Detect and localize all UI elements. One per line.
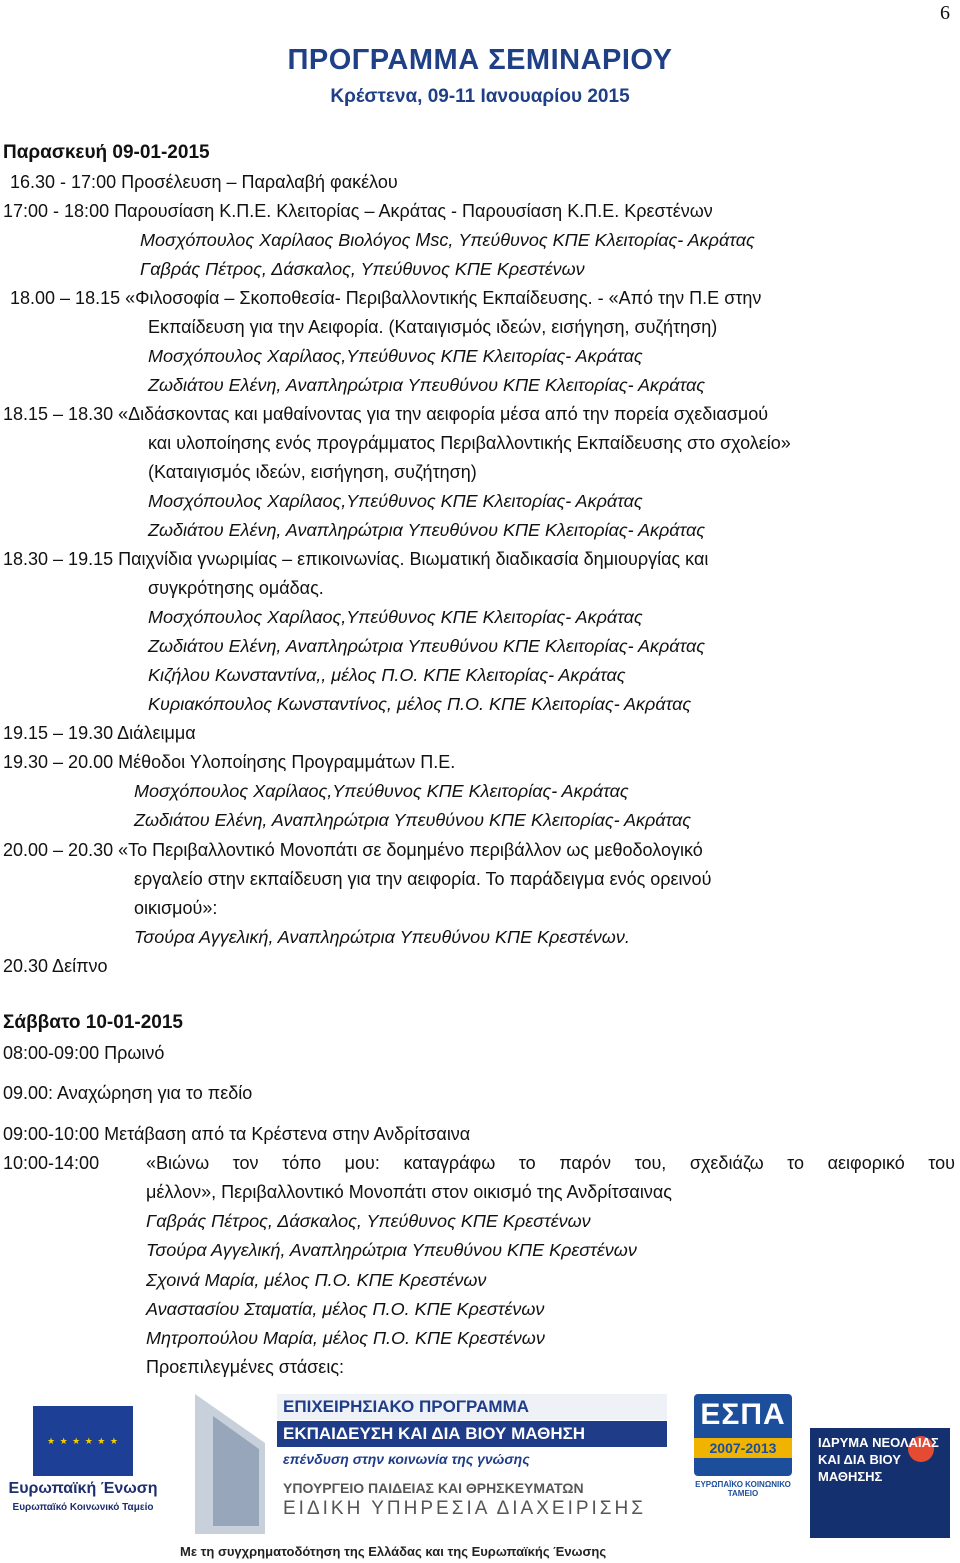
schedule-line: 20.00 – 20.30 «Το Περιβαλλοντικό Μονοπάτι σε δομημένο περιβάλλον ως μεθοδολογικό [3,840,703,860]
ep-line: ΥΠΟΥΡΓΕΙΟ ΠΑΙΔΕΙΑΣ ΚΑΙ ΘΡΗΣΚΕΥΜΑΤΩΝ [283,1480,584,1496]
eu-flag-icon [33,1406,133,1476]
ep-mark-icon [213,1416,259,1526]
schedule-time: 10:00-14:00 [3,1153,100,1173]
schedule-line: 16.30 - 17:00 Προσέλευση – Παραλαβή φακέλου [10,172,398,192]
presenter-line: Τσούρα Αγγελική, Αναπληρώτρια Υπευθύνου ΚΠΕ Κρεστένων. [134,927,630,947]
presenter-line: Σχοινά Μαρία, μέλος Π.Ο. ΚΠΕ Κρεστένων [146,1270,487,1290]
schedule-line: οικισμού»: [134,898,218,918]
schedule-line: 18.15 – 18.30 «Διδάσκοντας και μαθαίνοντας για την αειφορία μέσα από την πορεία σχεδιασμού [3,404,769,424]
espa-years: 2007-2013 [694,1438,792,1458]
presenter-line: Γαβράς Πέτρος, Δάσκαλος, Υπεύθυνος ΚΠΕ Κρεστένων [140,259,585,279]
presenter-line: Κιζήλου Κωνσταντίνα,, μέλος Π.Ο. ΚΠΕ Κλειτορίας- Ακράτας [148,665,626,685]
eu-fund: Ευρωπαϊκό Κοινωνικό Ταμείο [12,1502,154,1513]
ep-line: επένδυση στην κοινωνία της γνώσης [283,1451,530,1467]
schedule-line: Προεπιλεγμένες στάσεις: [146,1357,344,1377]
ep-line: ΕΙΔΙΚΗ ΥΠΗΡΕΣΙΑ ΔΙΑΧΕΙΡΙΣΗΣ [283,1498,647,1519]
schedule-line: «Βιώνω τον τόπο μου: καταγράφω το παρόν του, σχεδιάζω το αειφορικό του [146,1153,955,1173]
presenter-line: Μητροπούλου Μαρία, μέλος Π.Ο. ΚΠΕ Κρεστένων [146,1328,545,1348]
schedule-line: 20.30 Δείπνο [3,956,108,976]
schedule-line: και υλοποίησης ενός προγράμματος Περιβαλλοντικής Εκπαίδευσης στο σχολείο» [148,433,791,453]
presenter-line: Ζωδιάτου Ελένη, Αναπληρώτρια Υπευθύνου ΚΠΕ Κλειτορίας- Ακράτας [148,375,706,395]
schedule-line: (Καταιγισμός ιδεών, εισήγηση, συζήτηση) [148,462,477,482]
presenter-line: Μοσχόπουλος Χαρίλαος,Υπεύθυνος ΚΠΕ Κλειτορίας- Ακράτας [148,491,643,511]
presenter-line: Ζωδιάτου Ελένη, Αναπληρώτρια Υπευθύνου ΚΠΕ Κλειτορίας- Ακράτας [134,810,692,830]
ep-line: ΕΠΙΧΕΙΡΗΣΙΑΚΟ ΠΡΟΓΡΑΜΜΑ [277,1394,667,1420]
schedule-line: εργαλείο στην εκπαίδευση για την αειφορία. Το παράδειγμα ενός ορεινού [134,869,712,889]
presenter-line: Μοσχόπουλος Χαρίλαος Βιολόγος Msc, Υπεύθυνος ΚΠΕ Κλειτορίας- Ακράτας [140,230,755,250]
presenter-line: Κυριακόπουλος Κωνσταντίνος, μέλος Π.Ο. ΚΠΕ Κλειτορίας- Ακράτας [148,694,692,714]
schedule-line: 18.30 – 19.15 Παιχνίδια γνωριμίας – επικοινωνίας. Βιωματική διαδικασία δημιουργίας και [3,549,709,569]
schedule-line: 18.00 – 18.15 «Φιλοσοφία – Σκοποθεσία- Περιβαλλοντικής Εκπαίδευσης. - «Από την Π.Ε στην [10,288,762,308]
schedule-line: 09:00-10:00 Μετάβαση από τα Κρέστενα στην Ανδρίτσαινα [3,1124,471,1144]
presenter-line: Μοσχόπουλος Χαρίλαος,Υπεύθυνος ΚΠΕ Κλειτορίας- Ακράτας [148,607,643,627]
espa-logo [688,1394,798,1504]
schedule-line: συγκρότησης ομάδας. [148,578,324,598]
ep-education-logo [195,1394,670,1539]
presenter-line: Γαβράς Πέτρος, Δάσκαλος, Υπεύθυνος ΚΠΕ Κρεστένων [146,1211,591,1231]
schedule-line: 08:00-09:00 Πρωινό [3,1043,165,1063]
schedule-line: Εκπαίδευση για την Αειφορία. (Καταιγισμός ιδεών, εισήγηση, συζήτηση) [148,317,718,337]
document-title: ΠΡΟΓΡΑΜΜΑ ΣΕΜΙΝΑΡΙΟΥ [287,44,673,76]
presenter-line: Τσούρα Αγγελική, Αναπληρώτρια Υπευθύνου ΚΠΕ Κρεστένων [146,1240,637,1260]
document-subtitle: Κρέστενα, 09-11 Ιανουαρίου 2015 [330,86,630,107]
inedivim-logo [810,1428,950,1538]
friday-heading: Παρασκευή 09-01-2015 [3,142,210,163]
schedule-line: 17:00 - 18:00 Παρουσίαση Κ.Π.Ε. Κλειτορίας – Ακράτας - Παρουσίαση Κ.Π.Ε. Κρεστένων [3,201,713,221]
espa-fund: ΕΥΡΩΠΑΪΚΟ ΚΟΙΝΩΝΙΚΟ ΤΑΜΕΙΟ [695,1480,791,1498]
footer-logos [0,1388,960,1563]
ep-line: ΕΚΠΑΙΔΕΥΣΗ ΚΑΙ ΔΙΑ ΒΙΟΥ ΜΑΘΗΣΗ [277,1421,667,1447]
presenter-line: Μοσχόπουλος Χαρίλαος,Υπεύθυνος ΚΠΕ Κλειτορίας- Ακράτας [134,781,629,801]
presenter-line: Αναστασίου Σταματία, μέλος Π.Ο. ΚΠΕ Κρεστένων [146,1299,545,1319]
schedule-line: 19.30 – 20.00 Μέθοδοι Υλοποίησης Προγραμμάτων Π.Ε. [3,752,456,772]
saturday-heading: Σάββατο 10-01-2015 [3,1012,183,1033]
eu-stars-icon: ★ ★ ★ ★ ★ ★ [47,1436,119,1446]
inedivim-name: ΙΔΡΥΜΑ ΝΕΟΛΑΙΑΣ ΚΑΙ ΔΙΑ ΒΙΟΥ ΜΑΘΗΣΗΣ [818,1435,939,1484]
espa-name: ΕΣΠΑ [700,1398,786,1431]
presenter-line: Ζωδιάτου Ελένη, Αναπληρώτρια Υπευθύνου ΚΠΕ Κλειτορίας- Ακράτας [148,636,706,656]
page-number: 6 [940,2,950,24]
eu-logo [8,1406,158,1536]
eu-name: Ευρωπαϊκή Ένωση [8,1480,158,1497]
presenter-line: Ζωδιάτου Ελένη, Αναπληρώτρια Υπευθύνου ΚΠΕ Κλειτορίας- Ακράτας [148,520,706,540]
schedule-line: 09.00: Αναχώρηση για το πεδίο [3,1083,253,1103]
schedule-line: μέλλον», Περιβαλλοντικό Μονοπάτι στον οικισμό της Ανδρίτσαινας [146,1182,672,1202]
schedule-line: 19.15 – 19.30 Διάλειμμα [3,723,196,743]
cofunding-statement: Με τη συγχρηματοδότηση της Ελλάδας και της Ευρωπαϊκής Ένωσης [180,1544,607,1559]
presenter-line: Μοσχόπουλος Χαρίλαος,Υπεύθυνος ΚΠΕ Κλειτορίας- Ακράτας [148,346,643,366]
